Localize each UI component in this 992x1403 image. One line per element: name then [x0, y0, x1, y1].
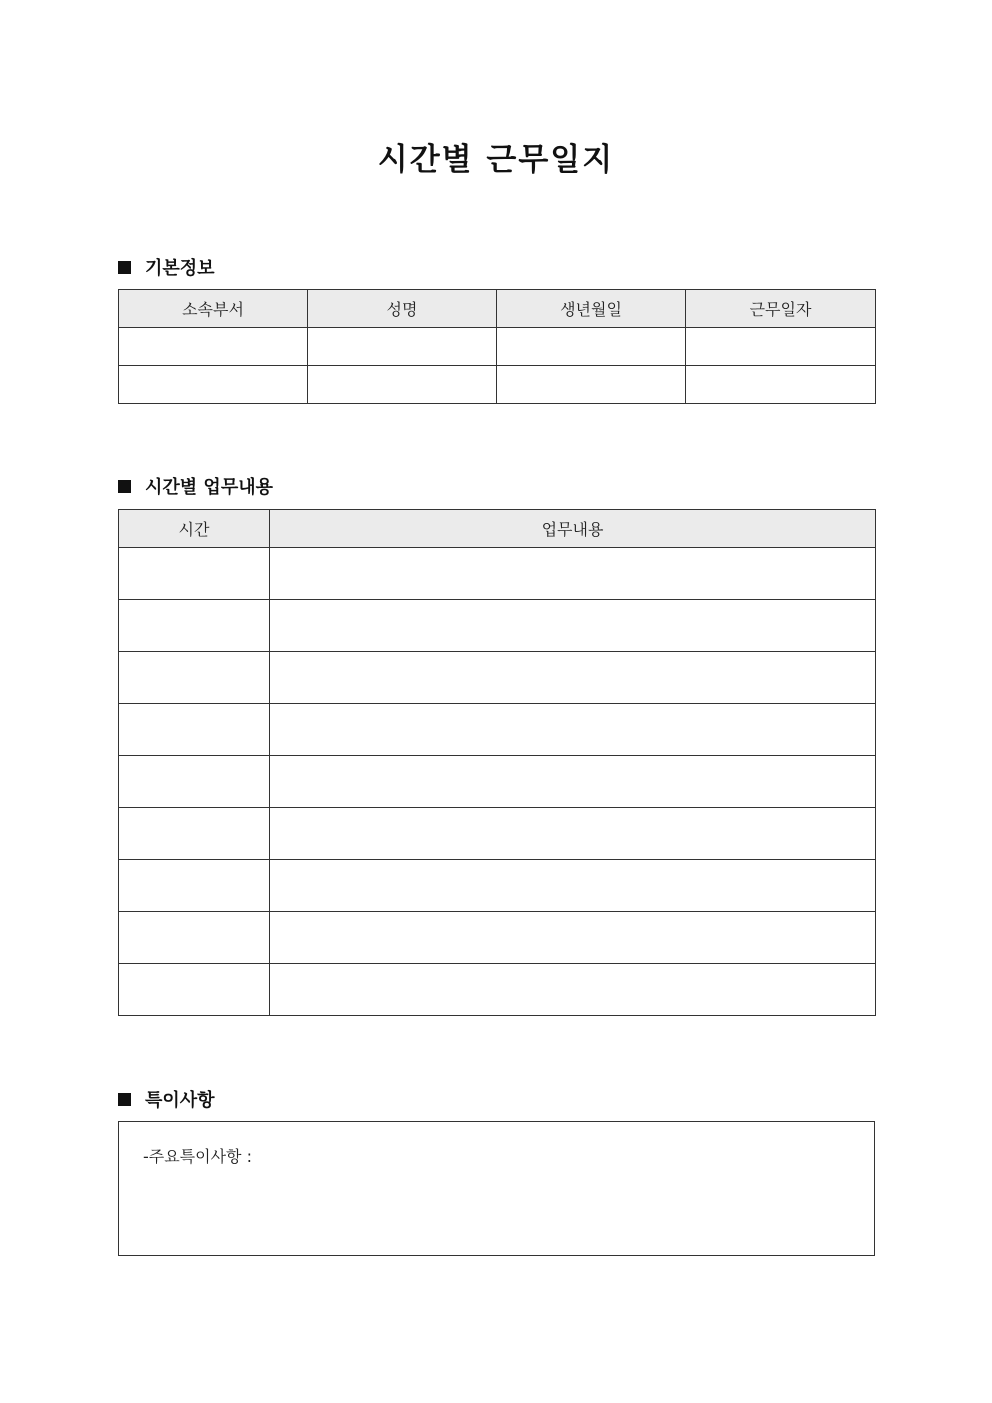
column-header-work-date: 근무일자 [686, 290, 876, 328]
work-date-cell[interactable] [686, 328, 876, 366]
table-row [119, 912, 876, 964]
table-row [119, 964, 876, 1016]
time-cell[interactable] [119, 860, 270, 912]
column-header-birthdate: 생년월일 [497, 290, 686, 328]
name-cell[interactable] [308, 328, 497, 366]
black-square-icon [118, 1093, 131, 1106]
remarks-label: -주요특이사항 : [143, 1147, 252, 1166]
column-header-name: 성명 [308, 290, 497, 328]
work-date-cell[interactable] [686, 366, 876, 404]
page-title: 시간별 근무일지 [377, 142, 615, 178]
work-content-cell[interactable] [270, 704, 876, 756]
section-heading-hourly-work [118, 473, 273, 499]
department-cell[interactable] [119, 328, 308, 366]
hourly-work-table [118, 509, 876, 1016]
time-cell[interactable] [119, 600, 270, 652]
section-heading-basic-info [118, 254, 215, 280]
table-row [119, 860, 876, 912]
table-header-row [119, 290, 876, 328]
time-cell[interactable] [119, 652, 270, 704]
work-content-cell[interactable] [270, 860, 876, 912]
black-square-icon [118, 261, 131, 274]
work-content-cell[interactable] [270, 600, 876, 652]
birthdate-cell[interactable] [497, 328, 686, 366]
table-row [119, 704, 876, 756]
basic-info-table [118, 289, 876, 404]
table-row [119, 652, 876, 704]
section-heading-label: 시간별 업무내용 [145, 477, 273, 498]
column-header-time: 시간 [119, 510, 270, 548]
time-cell[interactable] [119, 808, 270, 860]
black-square-icon [118, 480, 131, 493]
section-heading-label: 특이사항 [145, 1090, 215, 1111]
table-row [119, 548, 876, 600]
time-cell[interactable] [119, 756, 270, 808]
column-header-work-content: 업무내용 [270, 510, 876, 548]
section-heading-remarks [118, 1086, 215, 1112]
name-cell[interactable] [308, 366, 497, 404]
department-cell[interactable] [119, 366, 308, 404]
section-heading-label: 기본정보 [145, 258, 215, 279]
table-row [119, 328, 876, 366]
time-cell[interactable] [119, 704, 270, 756]
work-content-cell[interactable] [270, 652, 876, 704]
table-header-row [119, 510, 876, 548]
table-row [119, 600, 876, 652]
work-content-cell[interactable] [270, 756, 876, 808]
work-content-cell[interactable] [270, 912, 876, 964]
table-row [119, 366, 876, 404]
birthdate-cell[interactable] [497, 366, 686, 404]
remarks-box[interactable] [118, 1121, 875, 1256]
column-header-department: 소속부서 [119, 290, 308, 328]
time-cell[interactable] [119, 964, 270, 1016]
time-cell[interactable] [119, 548, 270, 600]
work-content-cell[interactable] [270, 548, 876, 600]
table-row [119, 756, 876, 808]
table-row [119, 808, 876, 860]
work-content-cell[interactable] [270, 964, 876, 1016]
time-cell[interactable] [119, 912, 270, 964]
work-content-cell[interactable] [270, 808, 876, 860]
